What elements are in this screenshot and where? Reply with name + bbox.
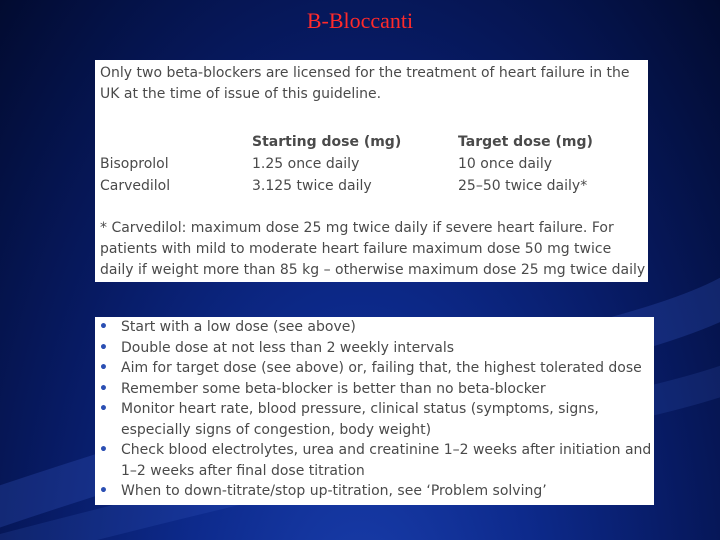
- header-starting-dose: Starting dose (mg): [252, 134, 402, 150]
- dose-header-row: [100, 131, 645, 153]
- starting-dose: 3.125 twice daily: [252, 178, 372, 194]
- dose-panel: [95, 60, 648, 282]
- advice-list: [95, 317, 654, 502]
- dose-intro: Only two beta-blockers are licensed for the treatment of heart failure in the UK at the time of issue of this guideline.: [100, 65, 630, 102]
- bullet-icon: •: [99, 380, 108, 397]
- target-dose: 10 once daily: [458, 156, 552, 172]
- bullet-icon: •: [99, 483, 108, 499]
- target-dose: 25–50 twice daily*: [458, 178, 588, 194]
- list-item: [95, 481, 654, 502]
- list-item-text: When to down-titrate/stop up-titration, see ‘Problem solving’: [121, 483, 547, 499]
- list-item: [95, 338, 654, 359]
- list-item-text: Double dose at not less than 2 weekly intervals: [121, 339, 455, 356]
- starting-dose: 1.25 once daily: [252, 156, 360, 172]
- dose-footnote: * Carvedilol: maximum dose 25 mg twice daily if severe heart failure. For patients with mild to moderate heart failure maximum dose 50 mg twice daily if weight more than 85 kg – otherwise maximum dose 25 mg twice daily: [100, 220, 646, 278]
- list-item-text: Check blood electrolytes, urea and creatinine 1–2 weeks after initiation and 1–2 weeks after final dose titration: [121, 442, 652, 479]
- bullet-icon: •: [99, 319, 108, 335]
- bullet-icon: •: [99, 360, 108, 376]
- drug-name: Carvedilol: [100, 178, 171, 194]
- header-drug: [100, 131, 252, 153]
- list-item-text: Start with a low dose (see above): [121, 319, 356, 335]
- slide-title: B-Bloccanti: [306, 8, 414, 33]
- advice-panel: [95, 317, 654, 505]
- list-item: [95, 440, 654, 481]
- list-item: [95, 317, 654, 338]
- bullet-icon: •: [99, 339, 108, 356]
- list-item-text: Remember some beta-blocker is better than no beta-blocker: [121, 380, 546, 397]
- bullet-icon: •: [99, 401, 108, 417]
- header-target-dose: Target dose (mg): [458, 134, 593, 150]
- drug-name: Bisoprolol: [100, 156, 169, 172]
- table-row: [100, 175, 645, 197]
- dose-table: [100, 131, 645, 197]
- list-item: [95, 399, 654, 440]
- table-row: [100, 153, 645, 175]
- list-item-text: Aim for target dose (see above) or, failing that, the highest tolerated dose: [121, 360, 642, 376]
- list-item: [95, 379, 654, 400]
- bullet-icon: •: [99, 442, 108, 458]
- list-item-text: Monitor heart rate, blood pressure, clinical status (symptoms, signs, especially signs of congestion, body weight): [121, 401, 599, 438]
- list-item: [95, 358, 654, 379]
